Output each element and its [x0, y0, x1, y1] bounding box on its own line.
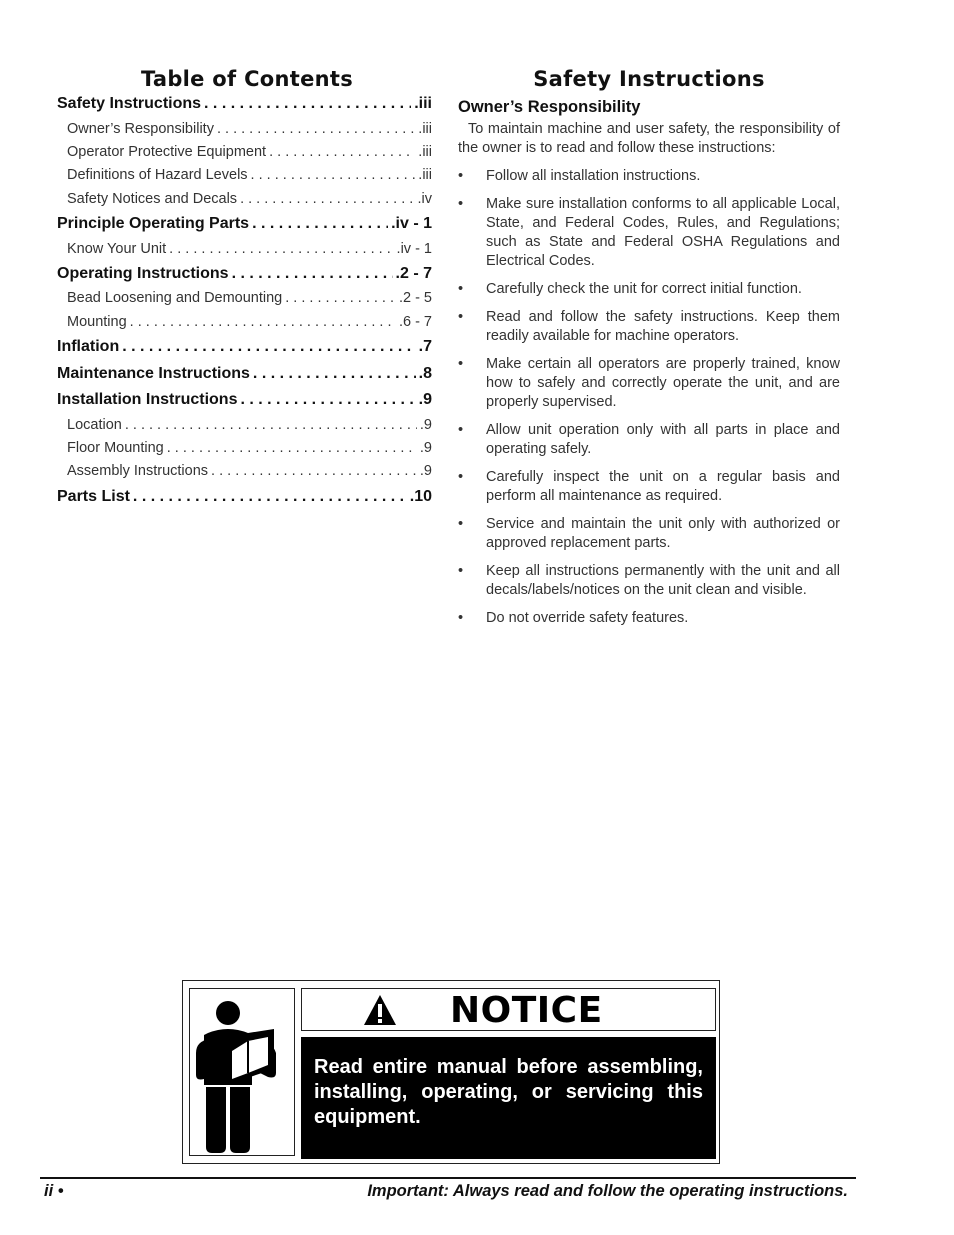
safety-bullet-text: Follow all installation instructions.: [486, 168, 701, 184]
safety-bullet-item: [458, 609, 840, 628]
toc-entry-page: .iii: [418, 144, 432, 160]
toc-entry: [57, 241, 432, 263]
toc-leader-dots: [232, 265, 393, 283]
toc-leader-dots: [217, 121, 415, 137]
toc-entry: [57, 215, 432, 237]
toc-entry-page: .2 - 7: [395, 265, 432, 282]
safety-bullet-text: Make certain all operators are properly trained, know how to safely and correctly operate the unit, and are properly supervised.: [486, 356, 840, 410]
safety-bullet-text: Service and maintain the unit only with authorized or approved replacement parts.: [486, 516, 840, 551]
safety-bullet-item: [458, 562, 840, 600]
toc-leader-dots: [130, 314, 396, 330]
toc-entry-title: Inflation: [57, 338, 120, 355]
safety-bullet-item: [458, 355, 840, 412]
toc-leader-dots: [169, 241, 393, 257]
toc-entry: [57, 365, 432, 387]
toc-leader-dots: [211, 463, 417, 479]
bullet-icon: •: [458, 281, 464, 297]
toc-entry: [57, 290, 432, 312]
safety-bullet-text: Keep all instructions permanently with the unit and all decals/labels/notices on the unit clean and visible.: [486, 563, 840, 598]
toc-entry-page: .8: [418, 365, 432, 382]
toc-entry-title: Assembly Instructions: [67, 463, 209, 479]
toc-leader-dots: [253, 365, 416, 383]
toc-entry-page: .iii: [414, 95, 432, 112]
toc-leader-dots: [167, 440, 417, 456]
toc-entry-title: Mounting: [67, 314, 127, 330]
toc-leader-dots: [269, 144, 415, 160]
toc-entry-page: .9: [419, 463, 432, 479]
toc-leader-dots: [252, 215, 388, 233]
toc-entry-title: Bead Loosening and Demounting: [67, 290, 283, 306]
safety-bullet-item: [458, 515, 840, 553]
bullet-icon: •: [458, 196, 464, 212]
safety-bullet-text: Do not override safety features.: [486, 610, 689, 626]
page-number: ii •: [44, 1182, 64, 1200]
toc-leader-dots: [122, 338, 415, 356]
safety-bullet-text: Carefully inspect the unit on a regular basis and perform all maintenance as required.: [486, 469, 840, 504]
bullet-icon: •: [458, 422, 464, 438]
toc-entry: [57, 314, 432, 336]
toc-entry: [57, 391, 432, 413]
safety-bullet-list: [458, 167, 840, 628]
safety-bullet-text: Allow unit operation only with all parts in place and operating safely.: [486, 422, 840, 457]
toc-entry-page: .2 - 5: [398, 290, 432, 306]
safety-bullet-item: [458, 167, 840, 186]
toc-entry-page: .iii: [418, 167, 432, 183]
toc-entry-title: Parts List: [57, 488, 130, 505]
toc-entry-page: .iii: [418, 121, 432, 137]
toc-entry-title: Safety Instructions: [57, 95, 202, 112]
notice-signal-word: NOTICE: [450, 990, 603, 1031]
safety-bullet-item: [458, 280, 840, 299]
toc-entry-page: .9: [419, 417, 432, 433]
toc-entry-title: Maintenance Instructions: [57, 365, 250, 382]
toc-entry-title: Operating Instructions: [57, 265, 229, 282]
toc-entry-page: .6 - 7: [398, 314, 432, 330]
toc-entry: [57, 167, 432, 189]
safety-bullet-text: Carefully check the unit for correct initial function.: [486, 281, 802, 297]
toc-entry-title: Installation Instructions: [57, 391, 238, 408]
safety-bullet-text: Read and follow the safety instructions. Keep them readily available for machine operators.: [486, 309, 840, 344]
toc-entry: [57, 191, 432, 213]
toc-entry: [57, 488, 432, 510]
toc-entry-page: .9: [419, 440, 432, 456]
toc-entry-page: .iv - 1: [391, 215, 432, 232]
footer-tagline: Important: Always read and follow the operating instructions.: [367, 1182, 848, 1200]
bullet-icon: •: [458, 563, 464, 579]
toc-entry: [57, 95, 432, 117]
notice-panel: [182, 980, 720, 1164]
toc-entry-title: Operator Protective Equipment: [67, 144, 267, 160]
safety-bullet-text: Make sure installation conforms to all applicable Local, State, and Federal Codes, Rules, and Regulations; such as State and Federal OSHA Regulations and Electrical Codes.: [486, 196, 840, 269]
toc-entry-title: Floor Mounting: [67, 440, 164, 456]
person-reading-manual-icon: [189, 988, 295, 1156]
safety-bullet-item: [458, 195, 840, 271]
toc-entry-title: Location: [67, 417, 122, 433]
footer-divider: [40, 1177, 856, 1179]
toc-entry-title: Definitions of Hazard Levels: [67, 167, 248, 183]
toc-entry-title: Principle Operating Parts: [57, 215, 250, 232]
toc-entry: [57, 463, 432, 485]
warning-triangle-icon: [362, 993, 398, 1032]
safety-bullet-item: [458, 468, 840, 506]
toc-entry-title: Owner’s Responsibility: [67, 121, 214, 137]
toc-entry: [57, 338, 432, 360]
notice-message: Read entire manual before assembling, installing, operating, or servicing this equipment.: [301, 1037, 716, 1159]
toc-entry-page: .iv: [417, 191, 432, 207]
bullet-icon: •: [458, 610, 464, 626]
toc-leader-dots: [204, 95, 411, 113]
safety-bullet-item: [458, 308, 840, 346]
toc-leader-dots: [125, 417, 417, 433]
safety-intro: To maintain machine and user safety, the responsibility of the owner is to read and follow these instructions:: [458, 121, 840, 156]
toc-entry-page: .7: [418, 338, 432, 355]
bullet-icon: •: [458, 516, 464, 532]
toc-entry-title: Safety Notices and Decals: [67, 191, 238, 207]
toc-entry-page: .iv - 1: [396, 241, 432, 257]
toc-entry: [57, 144, 432, 166]
toc-leader-dots: [133, 488, 407, 506]
toc-entry-page: .9: [418, 391, 432, 408]
bullet-icon: •: [458, 356, 464, 372]
safety-title: Safety Instructions: [533, 67, 765, 91]
toc-entry: [57, 121, 432, 143]
notice-title-bar: [301, 988, 716, 1031]
toc-leader-dots: [251, 167, 416, 183]
toc-entry: [57, 440, 432, 462]
toc-entry: [57, 417, 432, 439]
toc-leader-dots: [285, 290, 396, 306]
toc-entry-title: Know Your Unit: [67, 241, 167, 257]
toc-entry: [57, 265, 432, 287]
toc-leader-dots: [240, 391, 415, 409]
safety-section: [458, 96, 840, 637]
toc-title: Table of Contents: [140, 67, 354, 91]
toc-entry-page: .10: [409, 488, 432, 505]
bullet-icon: •: [458, 469, 464, 485]
owners-responsibility-heading: Owner’s Responsibility: [458, 98, 641, 116]
toc-leader-dots: [240, 191, 414, 207]
bullet-icon: •: [458, 168, 464, 184]
safety-bullet-item: [458, 421, 840, 459]
bullet-icon: •: [458, 309, 464, 325]
